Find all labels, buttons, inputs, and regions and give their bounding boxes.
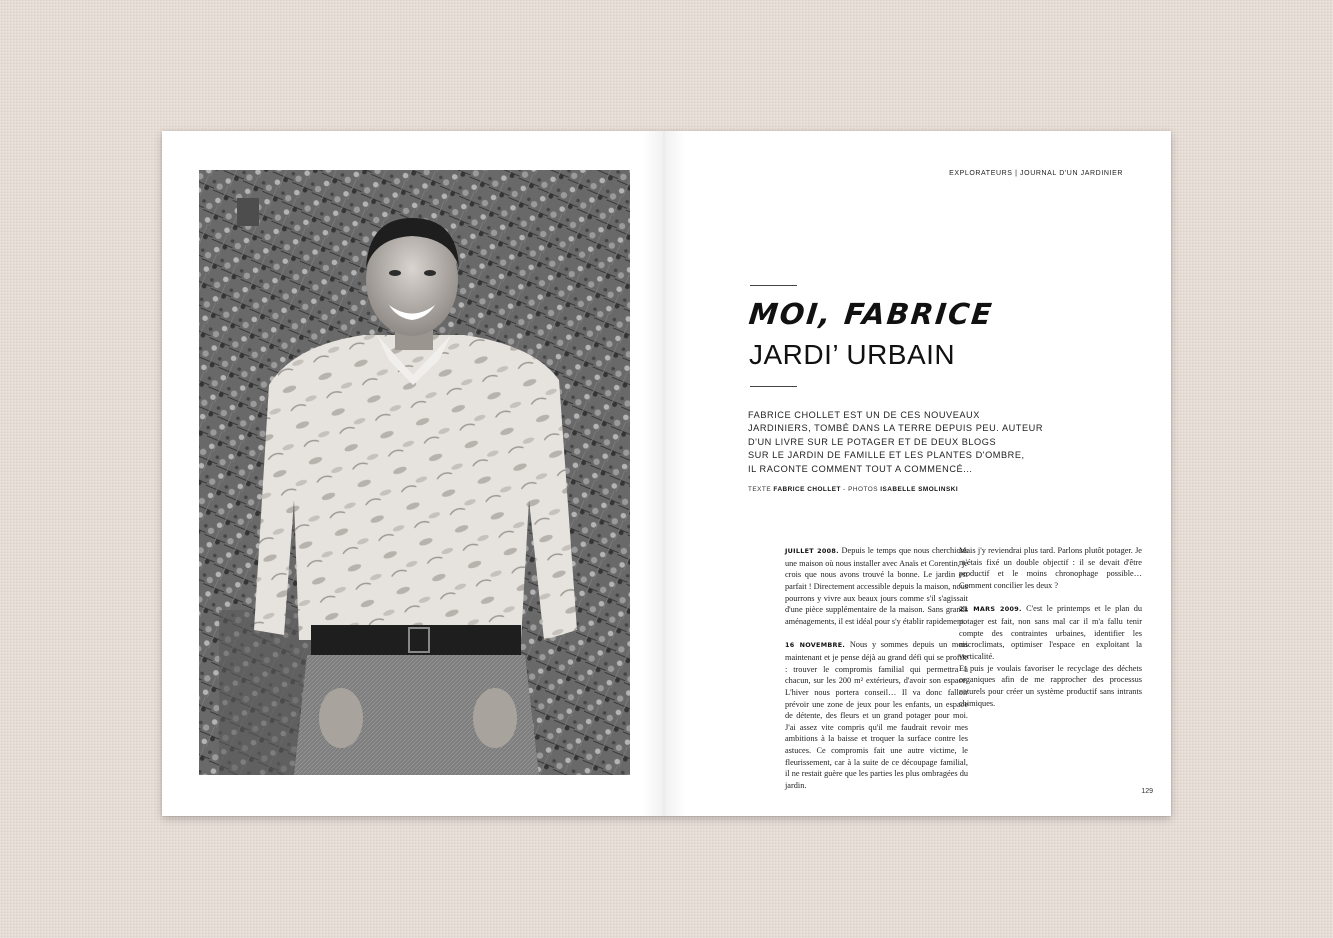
intro-line: D'UN LIVRE SUR LE POTAGER ET DE DEUX BLOGS	[748, 436, 997, 447]
page-number: 129	[1141, 788, 1153, 795]
journal-entry	[785, 639, 968, 792]
journal-entry	[959, 545, 1142, 592]
magazine-spread	[162, 131, 1171, 816]
article-intro	[748, 409, 1044, 476]
credits-text-label: TEXTE	[748, 486, 772, 493]
body-column-1	[785, 545, 968, 792]
portrait-photo	[199, 170, 630, 775]
credits-author: FABRICE CHOLLET	[773, 486, 841, 493]
article-subtitle: JARDI’ URBAIN	[749, 339, 956, 370]
credits-photos-label: PHOTOS	[848, 486, 878, 493]
intro-line: IL RACONTE COMMENT TOUT A COMMENCÉ...	[748, 463, 973, 474]
intro-line: FABRICE CHOLLET EST UN DE CES NOUVEAUX	[748, 410, 980, 420]
entry-text: C'est le printemps et le plan du potager est fait, non sans mal car il m'a fallu tenir compte des contraintes urbaines, identifier les microclimats, optimiser l'espace en exploitant la verticalité.	[959, 604, 1142, 661]
credits-photographer: ISABELLE SMOLINSKI	[880, 486, 959, 493]
intro-line: JARDINIERS, TOMBÉ DANS LA TERRE DEPUIS PEU. AUTEUR	[748, 423, 1044, 434]
journal-entry	[959, 663, 1142, 710]
title-rule-bottom	[750, 386, 797, 387]
article-title: MOI, FABRICE	[747, 297, 996, 331]
entry-text: Mais j'y reviendrai plus tard. Parlons plutôt potager. Je m'étais fixé un double objectif : il se devait d'être productif et le moins chronophage possible… Comment concilier les deux ?	[959, 546, 1142, 590]
article-credits	[748, 486, 958, 493]
entry-text: Nous y sommes depuis un mois maintenant et je pense déjà au grand défi qui se profile : trouver le compromis familial qui permettra à chacun, sur les 200 m² extérieurs, d'avoir son espace. L'hiver nous portera conseil… Il va donc falloir prévoir une zone de jeux pour les enfants, un espace de détente, des fleurs et un grand potager pour moi. J'ai assez vite compris qu'il me faudrait revoir mes ambitions à la baisse et troquer la surface contre les astuces. Ce compromis fait une autre victime, le fleurissement, car à la suite de ce découpage familial, il ne restait guère que les parties les plus ombragées du jardin.	[785, 640, 968, 791]
page-gutter-shadow	[642, 131, 686, 816]
body-column-2	[959, 545, 1142, 709]
running-head: EXPLORATEURS | JOURNAL D'UN JARDINIER	[949, 170, 1123, 177]
entry-text: Depuis le temps que nous cherchions une maison où nous installer avec Anaïs et Corentin, je crois que nous avons trouvé la bonne. Le jardin est parfait ! Directement accessible depuis la maison, nous pourrons y vivre aux beaux jours comme s'il s'agissait d'une pièce supplémentaire de la maison. Sans grands aménagements, il est idéal pour s'y établir rapidement.	[785, 546, 968, 626]
entry-date: 16 NOVEMBRE.	[785, 641, 846, 650]
title-rule-top	[750, 285, 797, 286]
journal-entry	[785, 545, 968, 628]
journal-entry	[959, 603, 1142, 662]
entry-date: JUILLET 2008.	[785, 547, 839, 555]
credits-separator: -	[843, 486, 846, 493]
intro-line: SUR LE JARDIN DE FAMILLE ET LES PLANTES D'OMBRE,	[748, 450, 1025, 461]
entry-date: 21 MARS 2009.	[959, 605, 1022, 614]
entry-text: Et puis je voulais favoriser le recyclage des déchets organiques afin de me rapprocher des processus naturels pour créer un système productif sans intrants chimiques.	[959, 663, 1142, 708]
